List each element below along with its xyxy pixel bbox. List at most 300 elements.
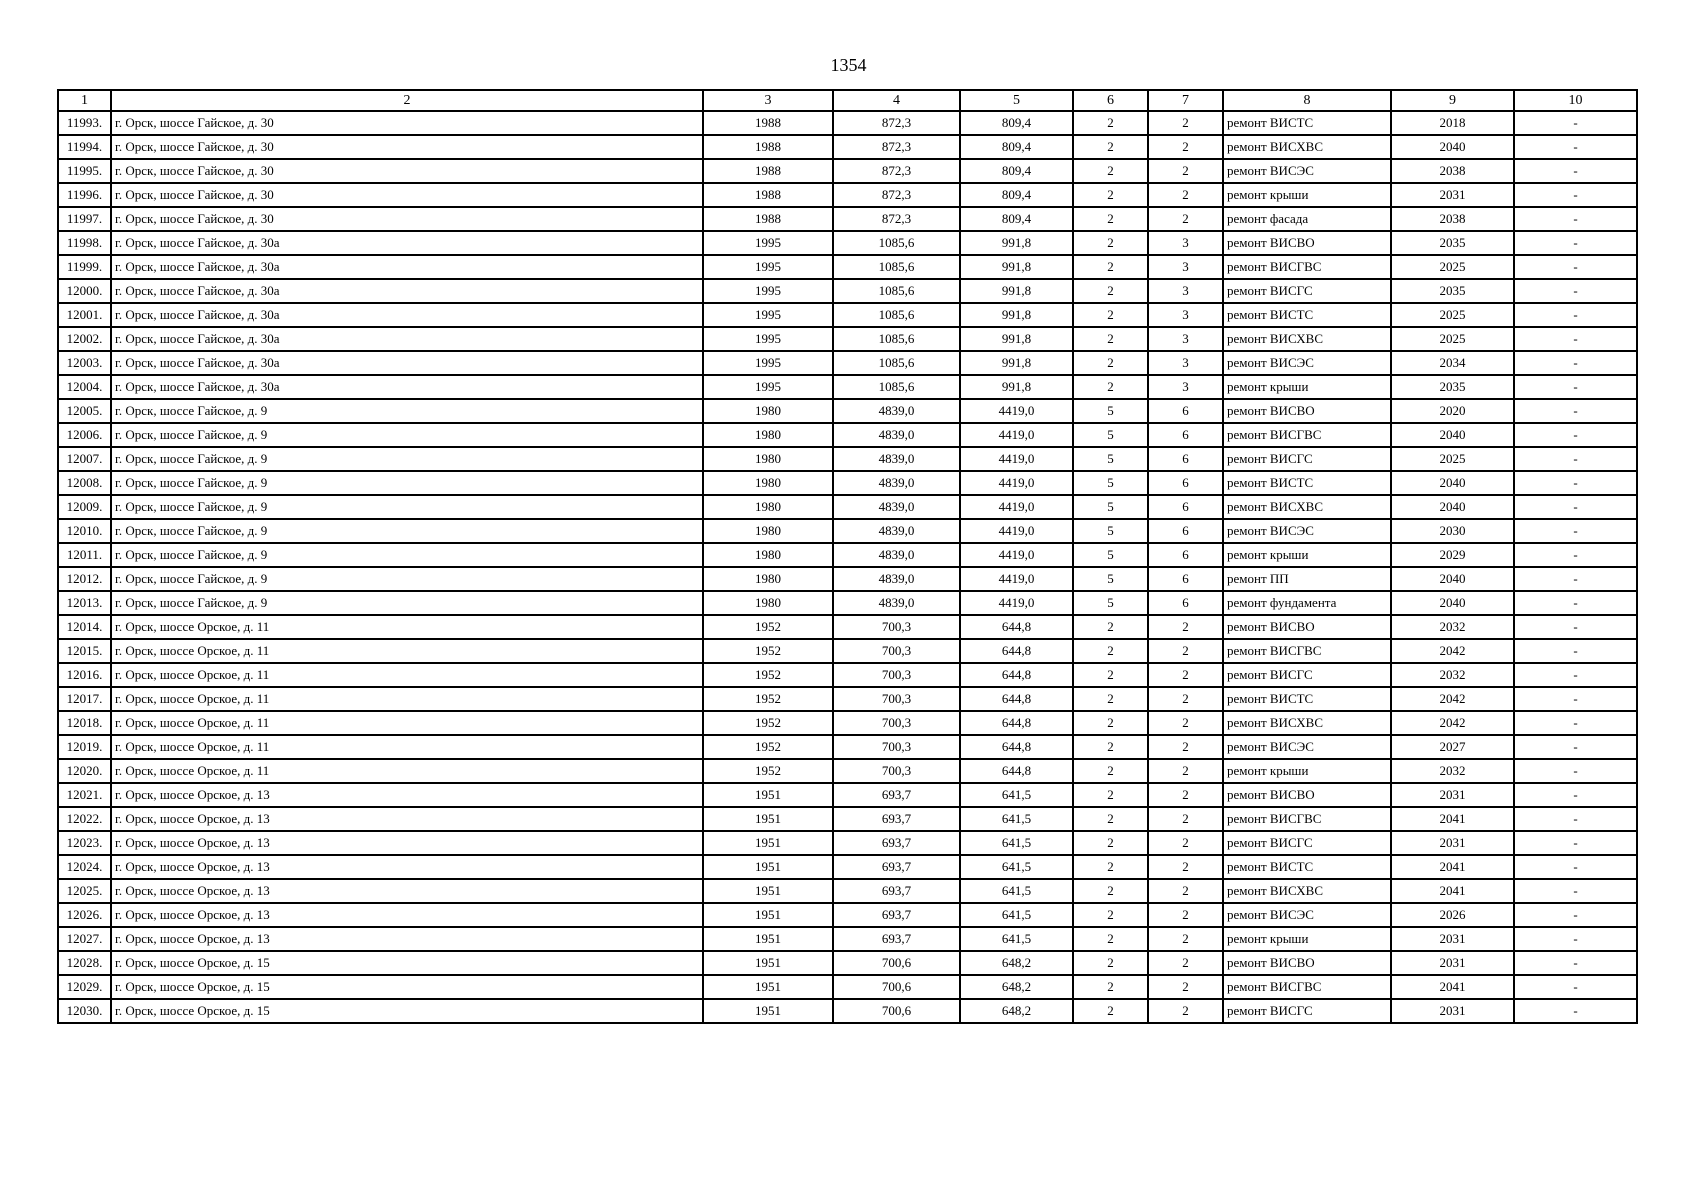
living-area-cell: 644,8 [960,687,1073,711]
table-row [58,711,1637,735]
note-cell: - [1514,591,1637,615]
note-cell: - [1514,255,1637,279]
planned-year-cell: 2042 [1391,711,1514,735]
table-row [58,135,1637,159]
floors-cell: 2 [1073,879,1148,903]
table-row [58,519,1637,543]
row-number: 12002. [58,327,111,351]
note-cell: - [1514,231,1637,255]
work-type-cell: ремонт ВИСХВС [1223,711,1391,735]
floors-cell: 2 [1073,831,1148,855]
floors-cell: 2 [1073,639,1148,663]
table-header [58,90,1637,111]
address-cell: г. Орск, шоссе Орское, д. 13 [111,831,703,855]
table-row [58,279,1637,303]
total-area-cell: 700,6 [833,975,960,999]
column-header: 7 [1148,90,1223,111]
year-built-cell: 1995 [703,375,833,399]
address-cell: г. Орск, шоссе Гайское, д. 30а [111,303,703,327]
year-built-cell: 1951 [703,831,833,855]
note-cell: - [1514,807,1637,831]
planned-year-cell: 2042 [1391,687,1514,711]
note-cell: - [1514,903,1637,927]
table-row [58,903,1637,927]
floors-cell: 2 [1073,207,1148,231]
repair-schedule-table [57,89,1638,1024]
row-number: 12027. [58,927,111,951]
table-row [58,975,1637,999]
table-body [58,111,1637,1023]
table-row [58,927,1637,951]
note-cell: - [1514,759,1637,783]
column-header: 6 [1073,90,1148,111]
note-cell: - [1514,999,1637,1023]
living-area-cell: 809,4 [960,183,1073,207]
work-type-cell: ремонт ВИСЭС [1223,735,1391,759]
year-built-cell: 1988 [703,159,833,183]
work-type-cell: ремонт ВИСВО [1223,783,1391,807]
floors-cell: 5 [1073,567,1148,591]
note-cell: - [1514,735,1637,759]
work-type-cell: ремонт ВИСВО [1223,231,1391,255]
floors-cell: 5 [1073,447,1148,471]
planned-year-cell: 2031 [1391,999,1514,1023]
table-row [58,447,1637,471]
total-area-cell: 4839,0 [833,591,960,615]
address-cell: г. Орск, шоссе Орское, д. 13 [111,927,703,951]
work-type-cell: ремонт ВИСЭС [1223,519,1391,543]
work-type-cell: ремонт ВИСТС [1223,303,1391,327]
year-built-cell: 1980 [703,591,833,615]
total-area-cell: 1085,6 [833,327,960,351]
address-cell: г. Орск, шоссе Орское, д. 11 [111,711,703,735]
entrances-cell: 2 [1148,663,1223,687]
floors-cell: 2 [1073,903,1148,927]
address-cell: г. Орск, шоссе Орское, д. 13 [111,807,703,831]
table-row [58,951,1637,975]
floors-cell: 5 [1073,543,1148,567]
address-cell: г. Орск, шоссе Гайское, д. 9 [111,519,703,543]
total-area-cell: 700,3 [833,735,960,759]
note-cell: - [1514,615,1637,639]
living-area-cell: 4419,0 [960,543,1073,567]
work-type-cell: ремонт ВИСГВС [1223,255,1391,279]
work-type-cell: ремонт ВИСГВС [1223,423,1391,447]
entrances-cell: 2 [1148,135,1223,159]
entrances-cell: 6 [1148,447,1223,471]
address-cell: г. Орск, шоссе Орское, д. 11 [111,615,703,639]
row-number: 12010. [58,519,111,543]
entrances-cell: 2 [1148,831,1223,855]
address-cell: г. Орск, шоссе Гайское, д. 30 [111,135,703,159]
total-area-cell: 1085,6 [833,255,960,279]
table-row [58,351,1637,375]
note-cell: - [1514,879,1637,903]
row-number: 12000. [58,279,111,303]
floors-cell: 2 [1073,759,1148,783]
living-area-cell: 991,8 [960,375,1073,399]
floors-cell: 2 [1073,183,1148,207]
work-type-cell: ремонт ВИСГС [1223,279,1391,303]
row-number: 12001. [58,303,111,327]
row-number: 12015. [58,639,111,663]
table-row [58,303,1637,327]
column-header: 4 [833,90,960,111]
row-number: 12005. [58,399,111,423]
planned-year-cell: 2027 [1391,735,1514,759]
planned-year-cell: 2041 [1391,855,1514,879]
planned-year-cell: 2025 [1391,303,1514,327]
note-cell: - [1514,567,1637,591]
planned-year-cell: 2029 [1391,543,1514,567]
floors-cell: 5 [1073,591,1148,615]
total-area-cell: 872,3 [833,207,960,231]
note-cell: - [1514,951,1637,975]
address-cell: г. Орск, шоссе Гайское, д. 9 [111,567,703,591]
note-cell: - [1514,375,1637,399]
note-cell: - [1514,519,1637,543]
row-number: 12016. [58,663,111,687]
table-row [58,783,1637,807]
planned-year-cell: 2031 [1391,927,1514,951]
note-cell: - [1514,447,1637,471]
entrances-cell: 6 [1148,519,1223,543]
total-area-cell: 700,3 [833,663,960,687]
total-area-cell: 1085,6 [833,279,960,303]
total-area-cell: 1085,6 [833,351,960,375]
living-area-cell: 644,8 [960,639,1073,663]
year-built-cell: 1951 [703,879,833,903]
planned-year-cell: 2032 [1391,663,1514,687]
work-type-cell: ремонт крыши [1223,183,1391,207]
living-area-cell: 641,5 [960,855,1073,879]
address-cell: г. Орск, шоссе Гайское, д. 9 [111,471,703,495]
address-cell: г. Орск, шоссе Гайское, д. 9 [111,591,703,615]
column-header: 9 [1391,90,1514,111]
work-type-cell: ремонт ПП [1223,567,1391,591]
note-cell: - [1514,159,1637,183]
work-type-cell: ремонт крыши [1223,759,1391,783]
year-built-cell: 1952 [703,687,833,711]
floors-cell: 2 [1073,783,1148,807]
total-area-cell: 4839,0 [833,399,960,423]
year-built-cell: 1952 [703,711,833,735]
entrances-cell: 3 [1148,303,1223,327]
living-area-cell: 644,8 [960,711,1073,735]
address-cell: г. Орск, шоссе Орское, д. 13 [111,903,703,927]
address-cell: г. Орск, шоссе Гайское, д. 9 [111,495,703,519]
address-cell: г. Орск, шоссе Орское, д. 11 [111,663,703,687]
living-area-cell: 4419,0 [960,471,1073,495]
row-number: 12026. [58,903,111,927]
address-cell: г. Орск, шоссе Орское, д. 15 [111,999,703,1023]
planned-year-cell: 2020 [1391,399,1514,423]
total-area-cell: 4839,0 [833,543,960,567]
planned-year-cell: 2026 [1391,903,1514,927]
work-type-cell: ремонт крыши [1223,375,1391,399]
year-built-cell: 1952 [703,759,833,783]
total-area-cell: 693,7 [833,807,960,831]
table-row [58,159,1637,183]
floors-cell: 2 [1073,711,1148,735]
address-cell: г. Орск, шоссе Гайское, д. 30 [111,111,703,135]
table-row [58,879,1637,903]
total-area-cell: 700,3 [833,615,960,639]
row-number: 12006. [58,423,111,447]
living-area-cell: 991,8 [960,351,1073,375]
planned-year-cell: 2038 [1391,159,1514,183]
note-cell: - [1514,783,1637,807]
address-cell: г. Орск, шоссе Орское, д. 15 [111,951,703,975]
row-number: 12020. [58,759,111,783]
total-area-cell: 4839,0 [833,567,960,591]
year-built-cell: 1952 [703,735,833,759]
column-header: 2 [111,90,703,111]
planned-year-cell: 2032 [1391,615,1514,639]
work-type-cell: ремонт ВИСВО [1223,399,1391,423]
note-cell: - [1514,399,1637,423]
floors-cell: 5 [1073,399,1148,423]
table-row [58,567,1637,591]
planned-year-cell: 2040 [1391,591,1514,615]
living-area-cell: 648,2 [960,951,1073,975]
total-area-cell: 693,7 [833,831,960,855]
year-built-cell: 1951 [703,855,833,879]
row-number: 12024. [58,855,111,879]
address-cell: г. Орск, шоссе Гайское, д. 9 [111,543,703,567]
table-row [58,615,1637,639]
year-built-cell: 1995 [703,351,833,375]
floors-cell: 5 [1073,495,1148,519]
living-area-cell: 991,8 [960,327,1073,351]
table-row [58,471,1637,495]
address-cell: г. Орск, шоссе Гайское, д. 30а [111,375,703,399]
entrances-cell: 3 [1148,231,1223,255]
address-cell: г. Орск, шоссе Гайское, д. 30а [111,279,703,303]
row-number: 12030. [58,999,111,1023]
work-type-cell: ремонт ВИСГС [1223,447,1391,471]
living-area-cell: 644,8 [960,663,1073,687]
row-number: 12025. [58,879,111,903]
total-area-cell: 700,6 [833,999,960,1023]
row-number: 12021. [58,783,111,807]
address-cell: г. Орск, шоссе Гайское, д. 30 [111,183,703,207]
total-area-cell: 693,7 [833,927,960,951]
total-area-cell: 4839,0 [833,519,960,543]
note-cell: - [1514,303,1637,327]
living-area-cell: 641,5 [960,903,1073,927]
note-cell: - [1514,687,1637,711]
living-area-cell: 641,5 [960,831,1073,855]
planned-year-cell: 2031 [1391,183,1514,207]
planned-year-cell: 2035 [1391,375,1514,399]
entrances-cell: 2 [1148,999,1223,1023]
entrances-cell: 2 [1148,207,1223,231]
floors-cell: 5 [1073,423,1148,447]
floors-cell: 2 [1073,951,1148,975]
row-number: 11993. [58,111,111,135]
total-area-cell: 1085,6 [833,375,960,399]
entrances-cell: 2 [1148,687,1223,711]
table-row [58,735,1637,759]
address-cell: г. Орск, шоссе Орское, д. 11 [111,759,703,783]
entrances-cell: 6 [1148,471,1223,495]
address-cell: г. Орск, шоссе Орское, д. 13 [111,879,703,903]
row-number: 12028. [58,951,111,975]
table-row [58,855,1637,879]
table-row [58,495,1637,519]
page-number: 1354 [830,55,867,75]
note-cell: - [1514,927,1637,951]
address-cell: г. Орск, шоссе Орское, д. 15 [111,975,703,999]
planned-year-cell: 2042 [1391,639,1514,663]
note-cell: - [1514,495,1637,519]
entrances-cell: 2 [1148,951,1223,975]
address-cell: г. Орск, шоссе Гайское, д. 30а [111,231,703,255]
table-row [58,183,1637,207]
floors-cell: 2 [1073,255,1148,279]
table-row [58,591,1637,615]
address-cell: г. Орск, шоссе Гайское, д. 30 [111,159,703,183]
planned-year-cell: 2025 [1391,447,1514,471]
planned-year-cell: 2025 [1391,327,1514,351]
total-area-cell: 872,3 [833,111,960,135]
living-area-cell: 644,8 [960,735,1073,759]
living-area-cell: 641,5 [960,927,1073,951]
entrances-cell: 2 [1148,639,1223,663]
row-number: 12004. [58,375,111,399]
note-cell: - [1514,711,1637,735]
row-number: 12017. [58,687,111,711]
table-row [58,999,1637,1023]
entrances-cell: 2 [1148,807,1223,831]
floors-cell: 2 [1073,975,1148,999]
entrances-cell: 6 [1148,567,1223,591]
living-area-cell: 644,8 [960,759,1073,783]
floors-cell: 5 [1073,471,1148,495]
entrances-cell: 2 [1148,903,1223,927]
note-cell: - [1514,423,1637,447]
planned-year-cell: 2041 [1391,807,1514,831]
floors-cell: 2 [1073,375,1148,399]
note-cell: - [1514,663,1637,687]
entrances-cell: 2 [1148,783,1223,807]
work-type-cell: ремонт ВИСЭС [1223,159,1391,183]
total-area-cell: 700,3 [833,639,960,663]
total-area-cell: 4839,0 [833,423,960,447]
note-cell: - [1514,855,1637,879]
note-cell: - [1514,279,1637,303]
planned-year-cell: 2040 [1391,471,1514,495]
row-number: 11994. [58,135,111,159]
table-row [58,807,1637,831]
entrances-cell: 2 [1148,759,1223,783]
living-area-cell: 4419,0 [960,591,1073,615]
total-area-cell: 1085,6 [833,303,960,327]
floors-cell: 2 [1073,351,1148,375]
floors-cell: 2 [1073,615,1148,639]
address-cell: г. Орск, шоссе Гайское, д. 9 [111,423,703,447]
row-number: 12011. [58,543,111,567]
address-cell: г. Орск, шоссе Орское, д. 13 [111,783,703,807]
row-number: 12018. [58,711,111,735]
living-area-cell: 4419,0 [960,567,1073,591]
table-row [58,543,1637,567]
address-cell: г. Орск, шоссе Орское, д. 11 [111,639,703,663]
year-built-cell: 1980 [703,543,833,567]
living-area-cell: 641,5 [960,807,1073,831]
row-number: 11997. [58,207,111,231]
living-area-cell: 991,8 [960,255,1073,279]
total-area-cell: 4839,0 [833,447,960,471]
table-row [58,831,1637,855]
work-type-cell: ремонт ВИСХВС [1223,327,1391,351]
entrances-cell: 2 [1148,711,1223,735]
planned-year-cell: 2035 [1391,231,1514,255]
work-type-cell: ремонт ВИСГС [1223,999,1391,1023]
table-row [58,207,1637,231]
entrances-cell: 2 [1148,855,1223,879]
address-cell: г. Орск, шоссе Гайское, д. 30а [111,327,703,351]
entrances-cell: 2 [1148,975,1223,999]
planned-year-cell: 2030 [1391,519,1514,543]
entrances-cell: 2 [1148,927,1223,951]
year-built-cell: 1951 [703,807,833,831]
year-built-cell: 1995 [703,231,833,255]
year-built-cell: 1952 [703,615,833,639]
planned-year-cell: 2040 [1391,495,1514,519]
year-built-cell: 1980 [703,471,833,495]
entrances-cell: 2 [1148,183,1223,207]
table-row [58,759,1637,783]
year-built-cell: 1951 [703,975,833,999]
floors-cell: 2 [1073,687,1148,711]
year-built-cell: 1995 [703,303,833,327]
year-built-cell: 1988 [703,135,833,159]
entrances-cell: 6 [1148,423,1223,447]
entrances-cell: 2 [1148,735,1223,759]
row-number: 12029. [58,975,111,999]
floors-cell: 2 [1073,999,1148,1023]
address-cell: г. Орск, шоссе Орское, д. 11 [111,687,703,711]
entrances-cell: 3 [1148,375,1223,399]
entrances-cell: 6 [1148,591,1223,615]
column-header: 5 [960,90,1073,111]
row-number: 12008. [58,471,111,495]
note-cell: - [1514,471,1637,495]
work-type-cell: ремонт ВИСВО [1223,951,1391,975]
work-type-cell: ремонт ВИСХВС [1223,135,1391,159]
total-area-cell: 693,7 [833,783,960,807]
row-number: 12022. [58,807,111,831]
living-area-cell: 4419,0 [960,495,1073,519]
entrances-cell: 6 [1148,543,1223,567]
work-type-cell: ремонт фундамента [1223,591,1391,615]
planned-year-cell: 2025 [1391,255,1514,279]
entrances-cell: 2 [1148,159,1223,183]
work-type-cell: ремонт крыши [1223,927,1391,951]
address-cell: г. Орск, шоссе Гайское, д. 9 [111,399,703,423]
table-row [58,375,1637,399]
work-type-cell: ремонт ВИСГС [1223,831,1391,855]
year-built-cell: 1951 [703,903,833,927]
note-cell: - [1514,543,1637,567]
table-row [58,423,1637,447]
address-cell: г. Орск, шоссе Гайское, д. 9 [111,447,703,471]
living-area-cell: 4419,0 [960,519,1073,543]
note-cell: - [1514,327,1637,351]
work-type-cell: ремонт ВИСТС [1223,687,1391,711]
